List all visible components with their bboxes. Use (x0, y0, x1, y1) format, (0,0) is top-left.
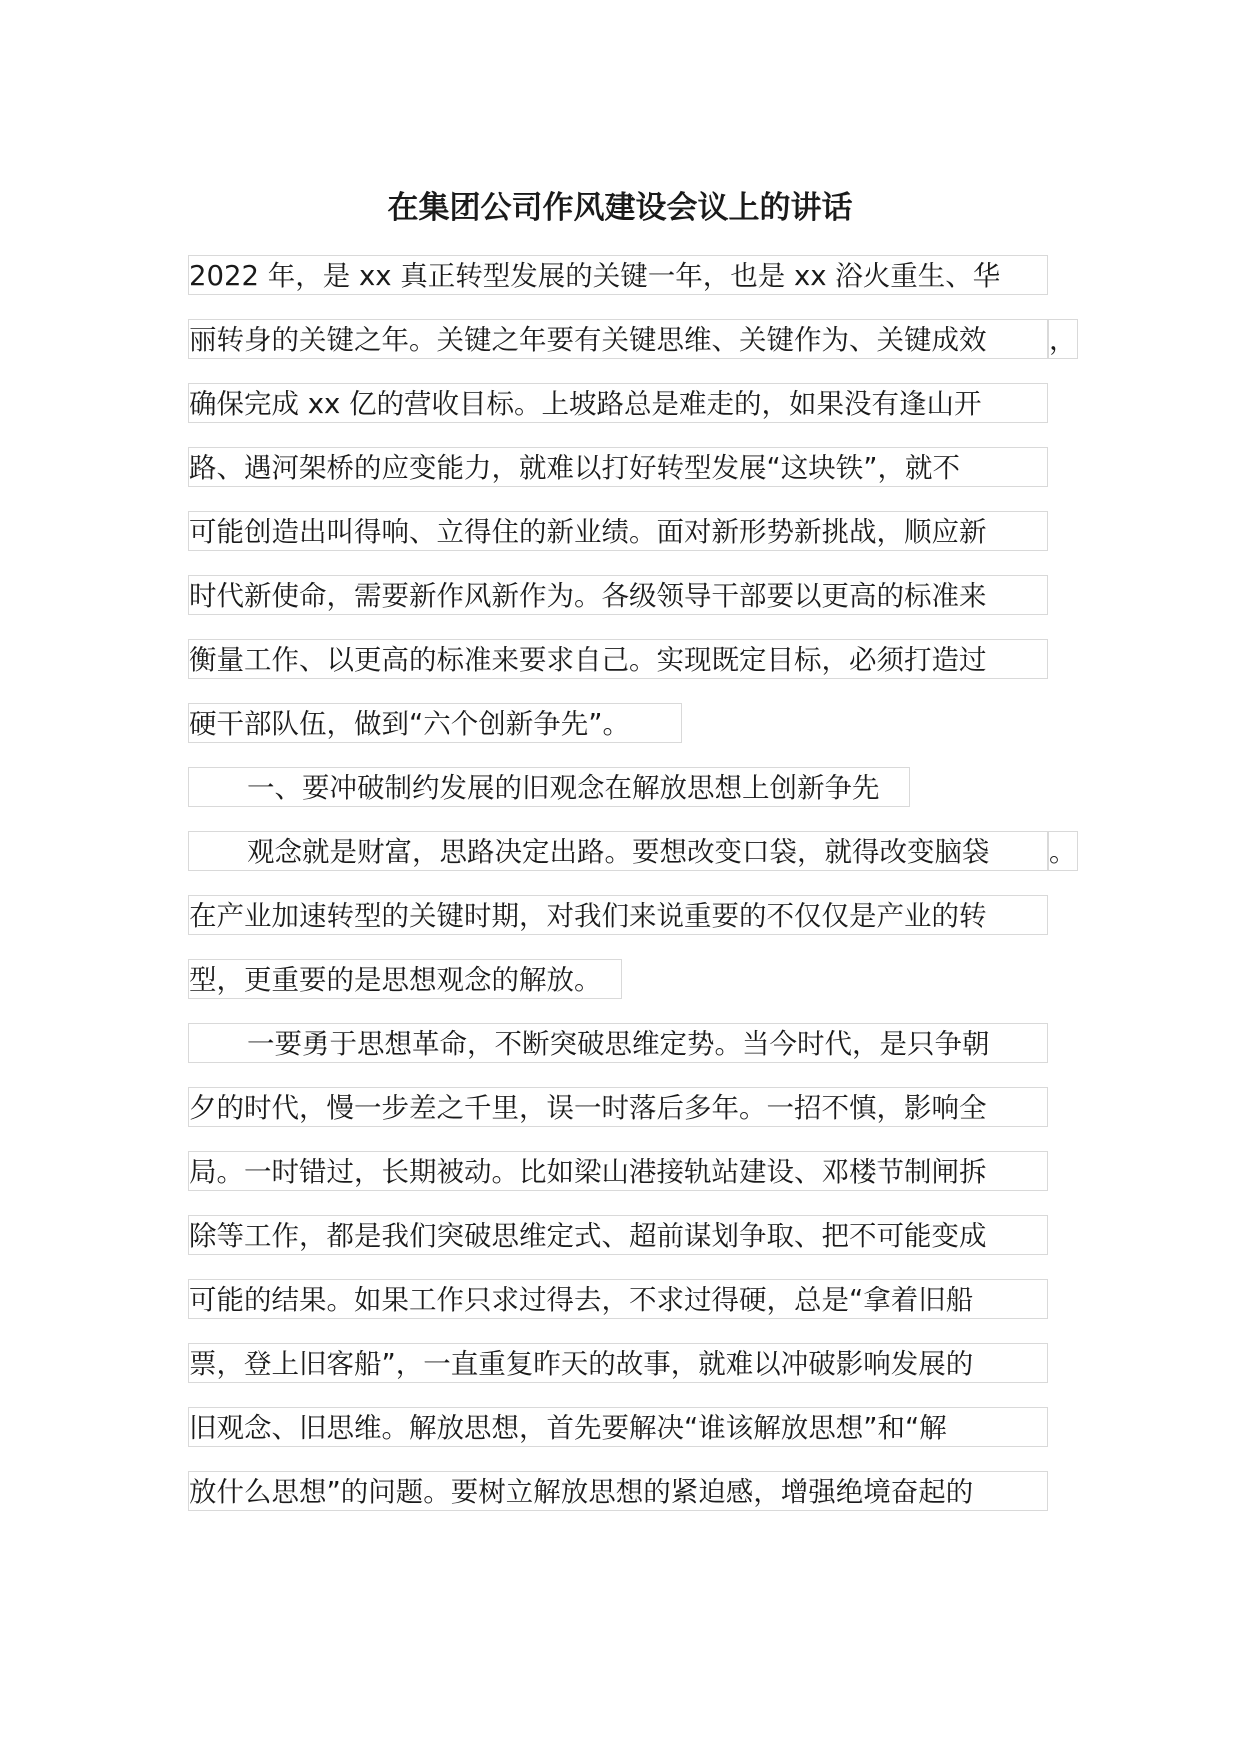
paragraph-1-line-6: 时代新使命，需要新作风新作为。各级领导干部要以更高的标准来 (188, 575, 1048, 615)
paragraph-3-line-8: 放什么思想”的问题。要树立解放思想的紧迫感，增强绝境奋起的 (188, 1471, 1048, 1511)
paragraph-3-line-7: 旧观念、旧思维。解放思想，首先要解决“谁该解放思想”和“解 (188, 1407, 1048, 1447)
paragraph-2-line-3: 型，更重要的是思想观念的解放。 (188, 959, 622, 999)
paragraph-1-line-1: 2022 年，是 xx 真正转型发展的关键一年，也是 xx 浴火重生、华 (188, 255, 1048, 295)
document-title: 在集团公司作风建设会议上的讲话 (387, 190, 853, 226)
paragraph-3-line-3: 局。一时错过，长期被动。比如梁山港接轨站建设、邓楼节制闸拆 (188, 1151, 1048, 1191)
paragraph-3-line-5: 可能的结果。如果工作只求过得去，不求过得硬，总是“拿着旧船 (188, 1279, 1048, 1319)
paragraph-1-line-8: 硬干部队伍，做到“六个创新争先”。 (188, 703, 682, 743)
paragraph-2-line-1: 观念就是财富，思路决定出路。要想改变口袋，就得改变脑袋 (188, 831, 1048, 871)
paragraph-3-line-6: 票，登上旧客船”，一直重复昨天的故事，就难以冲破影响发展的 (188, 1343, 1048, 1383)
paragraph-1-line-3: 确保完成 xx 亿的营收目标。上坡路总是难走的，如果没有逢山开 (188, 383, 1048, 423)
paragraph-3-line-2: 夕的时代，慢一步差之千里，误一时落后多年。一招不慎，影响全 (188, 1087, 1048, 1127)
section-heading-1: 一、要冲破制约发展的旧观念在解放思想上创新争先 (188, 767, 910, 807)
paragraph-2-line-2: 在产业加速转型的关键时期，对我们来说重要的不仅仅是产业的转 (188, 895, 1048, 935)
paragraph-3-line-4: 除等工作，都是我们突破思维定式、超前谋划争取、把不可能变成 (188, 1215, 1048, 1255)
paragraph-3-line-1: 一要勇于思想革命，不断突破思维定势。当今时代，是只争朝 (188, 1023, 1048, 1063)
paragraph-1-line-2: 丽转身的关键之年。关键之年要有关键思维、关键作为、关键成效 (188, 319, 1048, 359)
paragraph-1-line-2-overflow: ， (1048, 319, 1078, 359)
paragraph-2-line-1-overflow: 。 (1048, 831, 1078, 871)
paragraph-1-line-5: 可能创造出叫得响、立得住的新业绩。面对新形势新挑战，顺应新 (188, 511, 1048, 551)
paragraph-1-line-4: 路、遇河架桥的应变能力，就难以打好转型发展“这块铁”，就不 (188, 447, 1048, 487)
paragraph-1-line-7: 衡量工作、以更高的标准来要求自己。实现既定目标，必须打造过 (188, 639, 1048, 679)
